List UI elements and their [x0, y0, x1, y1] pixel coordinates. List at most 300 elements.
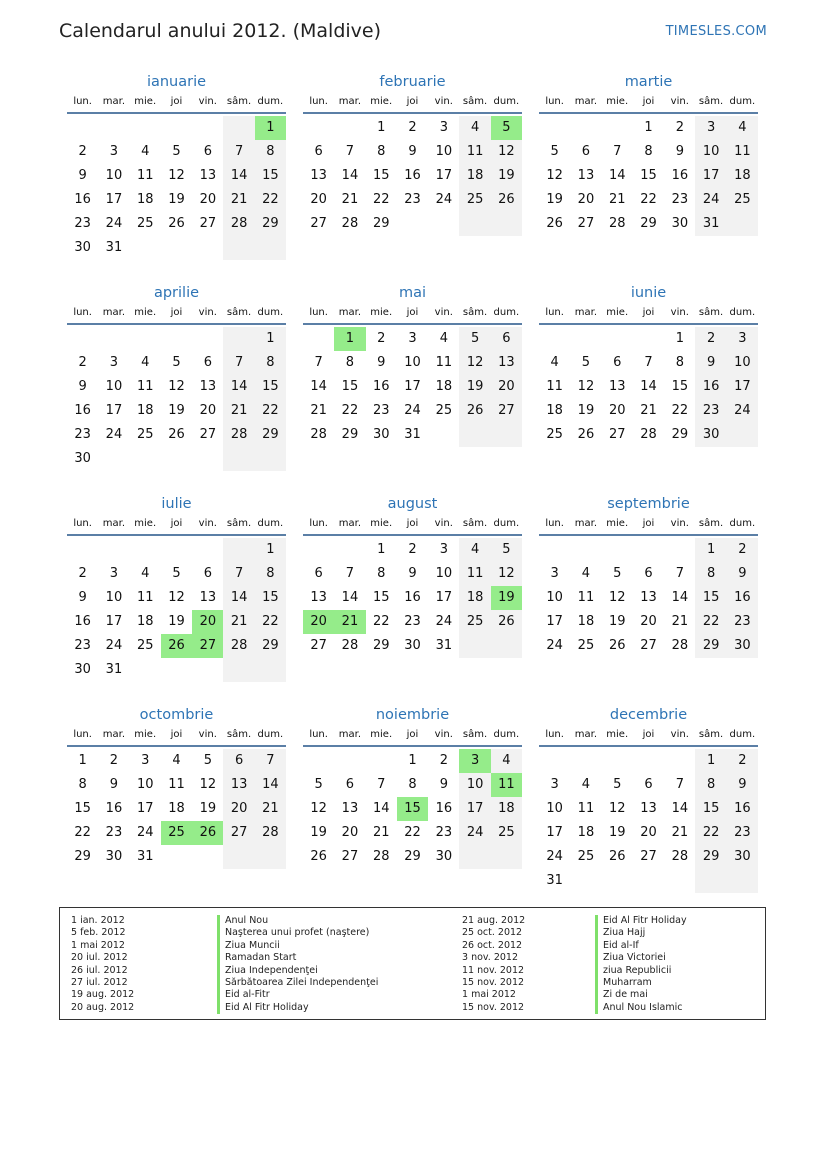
day-cell: 25 — [546, 427, 563, 442]
day-cell: 25 — [435, 403, 453, 418]
weekday-label: joi — [642, 307, 655, 318]
day-cell: 1 — [675, 331, 684, 346]
day-cell: 28 — [255, 821, 286, 845]
day-grid — [67, 749, 286, 869]
day-cell: 19 — [459, 375, 490, 399]
day-cell: 13 — [199, 168, 217, 183]
day-cell: 11 — [435, 355, 453, 370]
empty-cell — [633, 538, 664, 562]
day-cell: 7 — [255, 749, 286, 773]
day-cell: 8 — [255, 351, 286, 375]
weekday-label: lun. — [545, 729, 564, 740]
day-cell: 26 — [459, 399, 490, 423]
day-cell: 20 — [341, 825, 359, 840]
day-cell: 14 — [608, 168, 626, 183]
day-cell: 5 — [203, 753, 212, 768]
day-cell: 20 — [640, 825, 657, 840]
month-5 — [539, 282, 758, 447]
day-cell: 15 — [372, 590, 390, 605]
weekday-label: lun. — [309, 96, 328, 107]
legend-holiday-name: Ziua Independenţei — [217, 965, 378, 977]
day-cell: 11 — [168, 777, 185, 792]
day-cell: 13 — [223, 773, 254, 797]
empty-cell — [223, 447, 254, 471]
day-cell: 15 — [74, 801, 91, 816]
day-cell: 14 — [255, 773, 286, 797]
empty-cell — [633, 327, 664, 351]
holiday-day-cell: 27 — [192, 634, 223, 658]
day-cell: 21 — [223, 399, 254, 423]
day-cell: 12 — [310, 801, 327, 816]
day-cell: 27 — [310, 638, 327, 653]
holiday-day-cell: 26 — [161, 634, 192, 658]
day-cell: 6 — [581, 144, 591, 159]
day-cell: 8 — [695, 773, 726, 797]
weekday-label: dum. — [493, 518, 520, 529]
weekday-label: vin. — [670, 518, 689, 529]
empty-cell — [223, 845, 254, 869]
weekday-header — [67, 93, 286, 114]
day-cell: 18 — [136, 614, 154, 629]
weekday-label: lun. — [73, 307, 92, 318]
weekday-label: vin. — [198, 729, 217, 740]
weekday-label: joi — [406, 307, 419, 318]
day-cell: 5 — [172, 144, 181, 159]
day-cell: 15 — [255, 375, 286, 399]
weekday-header — [303, 515, 522, 536]
day-cell: 17 — [136, 801, 154, 816]
weekday-label: vin. — [434, 96, 453, 107]
empty-cell — [397, 212, 428, 236]
day-cell: 2 — [727, 538, 758, 562]
weekday-label: mar. — [338, 307, 362, 318]
day-cell: 24 — [435, 614, 453, 629]
day-cell: 21 — [671, 614, 689, 629]
day-cell: 6 — [491, 327, 522, 351]
day-cell: 15 — [671, 379, 689, 394]
legend-names-col-2 — [595, 915, 687, 1014]
day-cell: 24 — [546, 849, 563, 864]
day-cell: 20 — [199, 192, 217, 207]
day-grid — [539, 749, 758, 893]
day-cell: 17 — [727, 375, 758, 399]
day-cell: 14 — [310, 379, 327, 394]
day-cell: 31 — [105, 662, 123, 677]
weekday-label: dum. — [257, 96, 284, 107]
weekday-label: lun. — [309, 518, 328, 529]
day-cell: 20 — [577, 192, 595, 207]
weekday-label: lun. — [309, 307, 328, 318]
day-cell: 22 — [74, 825, 91, 840]
weekday-label: mie. — [606, 729, 629, 740]
day-cell: 14 — [223, 586, 254, 610]
weekday-label: mar. — [574, 96, 598, 107]
day-cell: 20 — [491, 375, 522, 399]
day-cell: 9 — [439, 777, 448, 792]
legend-holiday-name: Sărbătoarea Zilei Independenţei — [217, 977, 378, 989]
empty-cell — [130, 236, 161, 260]
day-cell: 23 — [727, 610, 758, 634]
day-cell: 15 — [695, 586, 726, 610]
weekday-label: vin. — [198, 518, 217, 529]
day-cell: 27 — [341, 849, 359, 864]
day-cell: 22 — [255, 610, 286, 634]
day-cell: 3 — [109, 566, 119, 581]
day-cell: 30 — [372, 427, 390, 442]
day-cell: 14 — [372, 801, 390, 816]
day-cell: 16 — [74, 192, 91, 207]
weekday-label: joi — [406, 96, 419, 107]
empty-cell — [192, 447, 223, 471]
empty-cell — [459, 423, 490, 447]
empty-cell — [130, 327, 161, 351]
month-4 — [303, 282, 522, 447]
empty-cell — [192, 538, 223, 562]
weekday-label: dum. — [493, 729, 520, 740]
weekday-label: vin. — [670, 96, 689, 107]
day-cell: 31 — [105, 240, 123, 255]
day-cell: 12 — [546, 168, 563, 183]
holiday-day-cell: 20 — [303, 610, 334, 634]
day-cell: 1 — [695, 538, 726, 562]
empty-cell — [255, 236, 286, 260]
month-name: martie — [624, 74, 673, 90]
day-cell: 4 — [550, 355, 559, 370]
day-cell: 26 — [608, 638, 626, 653]
day-cell: 15 — [695, 797, 726, 821]
day-cell: 23 — [74, 216, 91, 231]
month-10 — [303, 704, 522, 869]
day-cell: 4 — [727, 116, 758, 140]
weekday-label: mar. — [338, 518, 362, 529]
day-cell: 19 — [168, 403, 185, 418]
day-cell: 28 — [341, 638, 359, 653]
day-cell: 8 — [78, 777, 87, 792]
day-cell: 3 — [141, 753, 150, 768]
day-cell: 30 — [105, 849, 123, 864]
month-6 — [67, 493, 286, 682]
day-cell: 4 — [141, 355, 150, 370]
month-name: ianuarie — [146, 74, 207, 90]
weekday-label: joi — [170, 518, 183, 529]
weekday-label: mar. — [338, 96, 362, 107]
day-cell: 30 — [74, 662, 91, 677]
empty-cell — [602, 749, 633, 773]
day-cell: 29 — [341, 427, 359, 442]
empty-cell — [491, 423, 522, 447]
day-cell: 16 — [404, 590, 421, 605]
weekday-label: lun. — [73, 729, 92, 740]
weekday-label: joi — [406, 518, 419, 529]
weekday-label: mie. — [134, 518, 157, 529]
weekday-label: joi — [170, 96, 183, 107]
day-cell: 5 — [172, 355, 181, 370]
day-cell: 7 — [377, 777, 386, 792]
day-cell: 4 — [581, 566, 591, 581]
weekday-label: sâm. — [462, 518, 488, 529]
day-cell: 30 — [74, 451, 91, 466]
day-grid — [539, 327, 758, 447]
legend-holiday-name: Anul Nou — [217, 915, 378, 927]
weekday-header — [539, 515, 758, 536]
day-cell: 7 — [675, 566, 684, 581]
day-cell: 16 — [435, 801, 453, 816]
day-cell: 17 — [105, 192, 123, 207]
day-cell: 22 — [341, 403, 359, 418]
day-cell: 8 — [644, 144, 653, 159]
weekday-label: mie. — [370, 96, 393, 107]
weekday-label: dum. — [729, 96, 756, 107]
weekday-label: sâm. — [462, 307, 488, 318]
day-cell: 18 — [435, 379, 453, 394]
legend-date: 11 nov. 2012 — [462, 964, 525, 976]
weekday-header — [539, 726, 758, 747]
day-cell: 19 — [168, 614, 185, 629]
legend-holiday-name: Ziua Victoriei — [595, 952, 687, 964]
day-cell: 11 — [136, 590, 154, 605]
day-cell: 10 — [695, 140, 726, 164]
empty-cell — [130, 538, 161, 562]
weekday-label: sâm. — [226, 518, 252, 529]
day-cell: 31 — [695, 212, 726, 236]
day-cell: 18 — [491, 797, 522, 821]
day-cell: 24 — [105, 427, 123, 442]
day-cell: 3 — [439, 120, 448, 135]
legend-date: 1 mai 2012 — [71, 939, 125, 951]
weekday-header — [539, 304, 758, 325]
day-grid — [67, 538, 286, 682]
day-cell: 29 — [671, 427, 689, 442]
empty-cell — [539, 116, 570, 140]
day-cell: 10 — [105, 590, 123, 605]
empty-cell — [98, 538, 129, 562]
weekday-label: lun. — [545, 307, 564, 318]
empty-cell — [130, 116, 161, 140]
day-cell: 7 — [314, 355, 323, 370]
day-cell: 3 — [109, 144, 119, 159]
day-cell: 17 — [435, 168, 453, 183]
month-name: decembrie — [609, 707, 688, 723]
empty-cell — [664, 749, 695, 773]
day-cell: 28 — [223, 423, 254, 447]
day-grid — [539, 538, 758, 658]
day-cell: 7 — [675, 777, 684, 792]
day-cell: 17 — [459, 797, 490, 821]
day-cell: 3 — [550, 566, 559, 581]
day-cell: 14 — [341, 168, 359, 183]
day-cell: 12 — [168, 168, 185, 183]
day-grid — [303, 327, 522, 447]
day-cell: 2 — [408, 120, 417, 135]
empty-cell — [570, 749, 601, 773]
empty-cell — [539, 327, 570, 351]
day-cell: 13 — [341, 801, 359, 816]
day-cell: 8 — [675, 355, 684, 370]
day-cell: 8 — [695, 562, 726, 586]
weekday-label: mie. — [370, 729, 393, 740]
day-cell: 23 — [74, 638, 91, 653]
day-cell: 2 — [78, 566, 87, 581]
day-cell: 13 — [310, 590, 327, 605]
legend-date: 26 oct. 2012 — [462, 939, 523, 951]
day-cell: 17 — [546, 825, 563, 840]
day-cell: 29 — [695, 845, 726, 869]
day-cell: 28 — [310, 427, 327, 442]
day-cell: 28 — [671, 638, 689, 653]
empty-cell — [570, 116, 601, 140]
empty-cell — [459, 634, 490, 658]
empty-cell — [161, 845, 192, 869]
legend-holiday-name: Ziua Hajj — [595, 927, 687, 939]
day-cell: 24 — [404, 403, 421, 418]
holiday-day-cell: 1 — [334, 327, 365, 351]
weekday-label: vin. — [198, 96, 217, 107]
weekday-label: dum. — [729, 518, 756, 529]
day-cell: 10 — [105, 168, 123, 183]
day-cell: 28 — [640, 427, 657, 442]
day-cell: 9 — [727, 773, 758, 797]
day-cell: 29 — [695, 634, 726, 658]
empty-cell — [255, 658, 286, 682]
weekday-label: sâm. — [462, 96, 488, 107]
day-cell: 21 — [223, 188, 254, 212]
day-cell: 12 — [168, 590, 185, 605]
weekday-label: mie. — [370, 518, 393, 529]
day-cell: 5 — [550, 144, 559, 159]
day-cell: 10 — [459, 773, 490, 797]
empty-cell — [255, 447, 286, 471]
holiday-day-cell: 21 — [334, 610, 365, 634]
day-cell: 24 — [105, 216, 123, 231]
empty-cell — [602, 538, 633, 562]
day-cell: 23 — [74, 427, 91, 442]
day-cell: 7 — [223, 351, 254, 375]
brand-link[interactable]: TIMESLES.COM — [665, 24, 767, 39]
weekday-label: mar. — [574, 518, 598, 529]
day-cell: 31 — [136, 849, 154, 864]
empty-cell — [459, 845, 490, 869]
day-cell: 14 — [223, 375, 254, 399]
weekday-label: mar. — [574, 307, 598, 318]
weekday-label: dum. — [729, 307, 756, 318]
day-cell: 12 — [491, 140, 522, 164]
day-cell: 13 — [491, 351, 522, 375]
holiday-day-cell: 15 — [397, 797, 428, 821]
weekday-label: mie. — [134, 307, 157, 318]
day-cell: 22 — [404, 825, 421, 840]
day-cell: 16 — [671, 168, 689, 183]
holiday-day-cell: 11 — [491, 773, 522, 797]
legend-date: 1 mai 2012 — [462, 989, 516, 1001]
weekday-label: dum. — [493, 96, 520, 107]
empty-cell — [491, 845, 522, 869]
day-cell: 29 — [74, 849, 91, 864]
day-cell: 20 — [310, 192, 327, 207]
empty-cell — [491, 634, 522, 658]
day-cell: 31 — [404, 427, 421, 442]
day-cell: 26 — [546, 216, 563, 231]
weekday-label: sâm. — [226, 729, 252, 740]
month-name: aprilie — [153, 285, 200, 301]
day-cell: 15 — [255, 164, 286, 188]
day-cell: 26 — [491, 610, 522, 634]
day-cell: 21 — [223, 610, 254, 634]
empty-cell — [192, 327, 223, 351]
day-cell: 28 — [223, 212, 254, 236]
day-cell: 16 — [74, 614, 91, 629]
weekday-label: vin. — [434, 518, 453, 529]
day-cell: 8 — [255, 562, 286, 586]
day-cell: 30 — [435, 849, 453, 864]
day-cell: 16 — [404, 168, 421, 183]
day-cell: 1 — [78, 753, 87, 768]
empty-cell — [161, 658, 192, 682]
day-cell: 25 — [577, 849, 595, 864]
month-name: mai — [398, 285, 427, 301]
holiday-day-cell: 26 — [192, 821, 223, 845]
day-cell: 2 — [695, 327, 726, 351]
day-cell: 6 — [644, 777, 653, 792]
weekday-label: mar. — [102, 96, 126, 107]
weekday-label: dum. — [729, 729, 756, 740]
day-cell: 28 — [223, 634, 254, 658]
day-cell: 7 — [345, 144, 355, 159]
holiday-day-cell: 3 — [459, 749, 490, 773]
day-cell: 27 — [199, 427, 217, 442]
day-cell: 8 — [345, 355, 355, 370]
empty-cell — [303, 327, 334, 351]
empty-cell — [161, 538, 192, 562]
day-cell: 20 — [608, 403, 626, 418]
weekday-label: mar. — [338, 729, 362, 740]
day-cell: 26 — [168, 216, 185, 231]
day-cell: 21 — [671, 825, 689, 840]
weekday-label: mar. — [102, 729, 126, 740]
day-cell: 24 — [459, 821, 490, 845]
day-cell: 9 — [377, 355, 386, 370]
empty-cell — [192, 116, 223, 140]
day-cell: 5 — [172, 566, 181, 581]
empty-cell — [727, 212, 758, 236]
day-cell: 11 — [727, 140, 758, 164]
day-cell: 6 — [314, 144, 323, 159]
empty-cell — [633, 869, 664, 893]
day-cell: 30 — [727, 634, 758, 658]
day-cell: 10 — [136, 777, 154, 792]
empty-cell — [192, 236, 223, 260]
legend-date: 15 nov. 2012 — [462, 976, 525, 988]
day-cell: 26 — [491, 188, 522, 212]
weekday-label: vin. — [670, 307, 689, 318]
legend-date: 20 iul. 2012 — [71, 952, 128, 964]
day-cell: 4 — [459, 538, 490, 562]
day-cell: 6 — [203, 144, 212, 159]
weekday-header — [303, 93, 522, 114]
month-name: iunie — [630, 285, 667, 301]
day-cell: 29 — [255, 423, 286, 447]
day-cell: 6 — [223, 749, 254, 773]
day-cell: 21 — [310, 403, 327, 418]
day-cell: 9 — [78, 590, 87, 605]
day-cell: 3 — [109, 355, 119, 370]
day-cell: 17 — [435, 590, 453, 605]
empty-cell — [67, 538, 98, 562]
day-cell: 26 — [577, 427, 595, 442]
day-cell: 2 — [439, 753, 448, 768]
day-cell: 22 — [640, 192, 657, 207]
day-cell: 3 — [695, 116, 726, 140]
day-grid — [67, 116, 286, 260]
